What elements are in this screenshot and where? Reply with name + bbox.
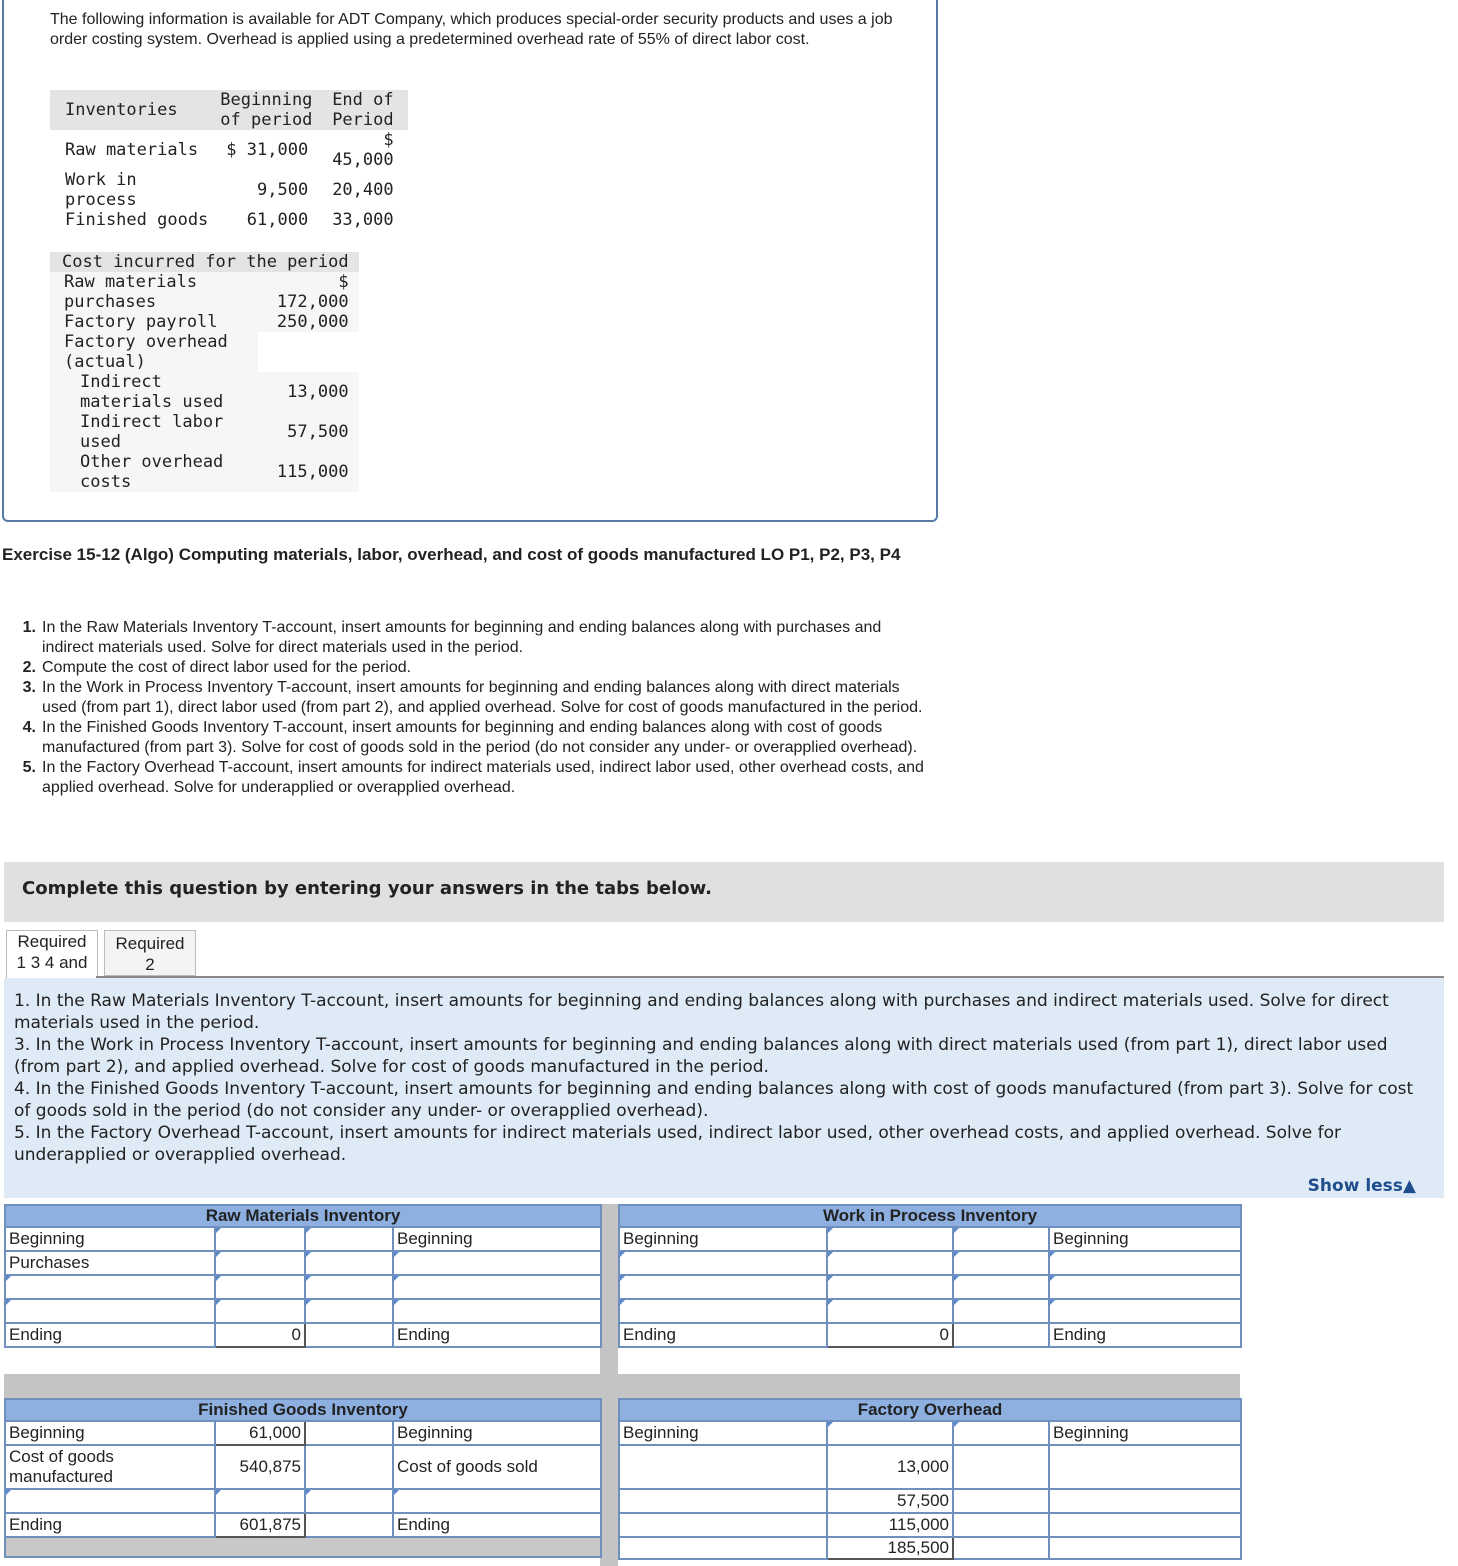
foh-ind-mat-value: 13,000 [827, 1445, 953, 1489]
wip-debit-input[interactable] [827, 1275, 953, 1299]
table-row [5, 1513, 601, 1537]
foh-right-cell [1049, 1445, 1241, 1489]
foh-credit-cell [953, 1537, 1049, 1559]
cost-header: Cost incurred for the period [50, 252, 359, 272]
list-item [0, 718, 930, 758]
foh-label-cell [619, 1489, 827, 1513]
end-header: End of Period [322, 90, 407, 130]
table-row [5, 1205, 601, 1227]
fg-right-cogs: Cost of goods sold [393, 1445, 601, 1489]
foh-credit-cell [953, 1445, 1049, 1489]
tab-label: 1 3 4 and [16, 953, 88, 972]
raw-materials-t-account [4, 1204, 602, 1348]
wip-label-input[interactable] [619, 1275, 827, 1299]
req-item-4: 4. In the Finished Goods Inventory T-account, insert amounts for beginning and ending balances along with cost of goods manufactured (from part 3). Solve for cost of goods sold in the period (do not consider any under- or overapplied overhead). [14, 1079, 1414, 1121]
wip-right-label-input[interactable] [1049, 1251, 1241, 1275]
wip-debit-input[interactable] [827, 1251, 953, 1275]
item-number: 4. [22, 719, 36, 736]
table-row [5, 1227, 601, 1251]
inventories-header: Inventories [50, 90, 216, 130]
req-item-3: 3. In the Work in Process Inventory T-account, insert amounts for beginning and ending balances along with direct materials used (from part 1), direct labor used (from part 2), and applied overhead. Solve for cost of goods manufactured in the period. [14, 1035, 1388, 1077]
table-row [50, 452, 359, 492]
req-item-1: 1. In the Raw Materials Inventory T-account, insert amounts for beginning and ending balances along with purchases and indirect materials used. Solve for direct materials used in the period. [14, 991, 1389, 1033]
fg-credit-input[interactable] [305, 1489, 393, 1513]
dollar-sign: $ [338, 272, 349, 292]
foh-credit-cell [953, 1489, 1049, 1513]
overhead-label: Factory overhead (actual) [50, 332, 258, 372]
item-text: In the Raw Materials Inventory T-account, insert amounts for beginning and ending balances along with purchases and indirect materials used. Solve for direct materials used in the period. [42, 619, 882, 656]
raw-purchases-value [258, 272, 359, 312]
list-item [0, 618, 930, 658]
tab-required-2[interactable] [104, 930, 196, 976]
item-number: 5. [22, 759, 36, 776]
banner-text: Complete this question by entering your answers in the tabs below. [22, 878, 712, 899]
intro-box [2, 0, 938, 522]
ind-mat-label: Indirect materials used [50, 372, 258, 412]
table-row [5, 1299, 601, 1323]
wip-right-label-input[interactable] [1049, 1275, 1241, 1299]
fg-debit-input[interactable] [215, 1489, 305, 1513]
wip-t-account [618, 1204, 1242, 1348]
raw-debit-input[interactable] [215, 1275, 305, 1299]
item-text: In the Work in Process Inventory T-account, insert amounts for beginning and ending balances along with direct materials used (from part 1), direct labor used (from part 2), and applied overhead. Solve for cost of goods manufactured in the period. [42, 679, 923, 716]
table-row [619, 1489, 1241, 1513]
item-text: In the Factory Overhead T-account, insert amounts for indirect materials used, indirect labor used, other overhead costs, and applied overhead. Solve for underapplied or overapplied overhead. [42, 759, 924, 796]
raw-purchases-label: Purchases [5, 1251, 215, 1275]
foh-right-cell [1049, 1537, 1241, 1559]
wip-credit-input[interactable] [953, 1227, 1049, 1251]
raw-debit-input[interactable] [215, 1299, 305, 1323]
item-text: Compute the cost of direct labor used for the period. [42, 659, 412, 676]
table-row [5, 1251, 601, 1275]
foh-title: Factory Overhead [619, 1399, 1241, 1421]
raw-credit-input[interactable] [305, 1251, 393, 1275]
list-item [0, 658, 930, 678]
finished-goods-t-account [4, 1398, 602, 1558]
raw-right-label-input[interactable] [393, 1251, 601, 1275]
raw-ending-credit [305, 1323, 393, 1347]
fg-label-input[interactable] [5, 1489, 215, 1513]
wip-title: Work in Process Inventory [619, 1205, 1241, 1227]
row-end: 33,000 [332, 210, 394, 230]
table-row [619, 1205, 1241, 1227]
dollar-sign: $ [383, 130, 394, 150]
fg-beginning-label: Beginning [5, 1421, 215, 1445]
table-row [619, 1399, 1241, 1421]
table-row [619, 1445, 1241, 1489]
list-item [0, 678, 930, 718]
table-row [619, 1537, 1241, 1559]
foh-right-cell [1049, 1513, 1241, 1537]
fg-beginning-credit [305, 1421, 393, 1445]
foh-ind-lab-value: 57,500 [827, 1489, 953, 1513]
raw-beginning-label: Beginning [5, 1227, 215, 1251]
wip-ending-value: 0 [827, 1323, 953, 1347]
table-row [50, 372, 359, 412]
row-end: 20,400 [332, 180, 394, 200]
list-item [0, 758, 930, 798]
raw-right-label-input[interactable] [393, 1299, 601, 1323]
table-row [619, 1421, 1241, 1445]
item-number: 1. [22, 619, 36, 636]
foh-credit-cell [953, 1513, 1049, 1537]
tab-label: 2 [145, 955, 155, 974]
wip-right-ending: Ending [1049, 1323, 1241, 1347]
wip-credit-input[interactable] [953, 1275, 1049, 1299]
item-number: 2. [22, 659, 36, 676]
table-row [5, 1275, 601, 1299]
table-row [50, 170, 408, 210]
raw-right-ending: Ending [393, 1323, 601, 1347]
raw-purchases-input[interactable] [215, 1251, 305, 1275]
beginning-header: Beginning of period [216, 90, 322, 130]
raw-purchases-label: Raw materials purchases [50, 272, 258, 312]
ind-mat-value: 13,000 [258, 372, 359, 412]
table-row [50, 272, 359, 312]
row-label: Raw materials [65, 140, 199, 160]
item-text: In the Finished Goods Inventory T-account, insert amounts for beginning and ending balances along with cost of goods manufactured (from part 3). Solve for cost of goods sold in the period (do not consider any under- or overapplied overhead). [42, 719, 918, 756]
foh-beginning-label: Beginning [619, 1421, 827, 1445]
table-row [50, 312, 359, 332]
gray-separator [4, 1374, 1240, 1398]
wip-right-label-input[interactable] [1049, 1299, 1241, 1323]
foh-credit-input[interactable] [953, 1421, 1049, 1445]
foh-right-beginning: Beginning [1049, 1421, 1241, 1445]
table-row [619, 1227, 1241, 1251]
row-begin: 9,500 [257, 180, 309, 200]
wip-ending-label: Ending [619, 1323, 827, 1347]
fg-right-ending: Ending [393, 1513, 601, 1537]
ind-lab-value: 57,500 [258, 412, 359, 452]
foh-label-cell [619, 1445, 827, 1489]
exercise-list [0, 618, 930, 798]
wip-credit-input[interactable] [953, 1299, 1049, 1323]
raw-label-input[interactable] [5, 1275, 215, 1299]
raw-ending-label: Ending [5, 1323, 215, 1347]
table-row [5, 1421, 601, 1445]
inventories-table [50, 90, 408, 230]
tab-label: Required [115, 934, 185, 953]
intro-text: The following information is available for ADT Company, which produces special-order security products and uses a job order costing system. Overhead is applied using a predetermined overhead rate of 55% of direct labor cost. [50, 11, 893, 48]
table-row [50, 252, 359, 272]
payroll-label: Factory payroll [50, 312, 258, 332]
wip-label-input[interactable] [619, 1299, 827, 1323]
wip-beginning-label: Beginning [619, 1227, 827, 1251]
table-row [50, 412, 359, 452]
wip-beginning-input[interactable] [827, 1227, 953, 1251]
factory-overhead-t-account [618, 1398, 1242, 1560]
requirements-panel [4, 978, 1444, 1198]
foh-label-cell [619, 1537, 827, 1559]
table-row [5, 1489, 601, 1513]
show-less-link[interactable]: Show less▲ [1307, 1176, 1416, 1196]
raw-beginning-input[interactable] [215, 1227, 305, 1251]
req-item-5: 5. In the Factory Overhead T-account, insert amounts for indirect materials used, indirect labor used, other overhead costs, and applied overhead. Solve for underapplied or overapplied overhead. [14, 1123, 1342, 1165]
row-begin: 61,000 [246, 210, 309, 230]
fg-ending-label: Ending [5, 1513, 215, 1537]
foh-right-cell [1049, 1489, 1241, 1513]
table-row [5, 1323, 601, 1347]
item-number: 3. [22, 679, 36, 696]
raw-credit-input[interactable] [305, 1227, 393, 1251]
raw-purchases-amount: 172,000 [276, 292, 349, 312]
fg-ending-value: 601,875 [215, 1513, 305, 1537]
table-row [50, 332, 359, 372]
wip-right-beginning: Beginning [1049, 1227, 1241, 1251]
wip-ending-credit [953, 1323, 1049, 1347]
foh-beginning-input[interactable] [827, 1421, 953, 1445]
table-row [5, 1445, 601, 1489]
table-row [5, 1399, 601, 1421]
table-row [619, 1323, 1241, 1347]
wip-label-input[interactable] [619, 1251, 827, 1275]
row-label: Finished goods [65, 210, 209, 230]
complete-banner [4, 862, 1444, 922]
payroll-value: 250,000 [258, 312, 359, 332]
table-row [619, 1299, 1241, 1323]
fg-ending-credit [305, 1513, 393, 1537]
raw-label-input[interactable] [5, 1299, 215, 1323]
overhead-empty [258, 332, 359, 372]
other-value: 115,000 [258, 452, 359, 492]
table-row [619, 1513, 1241, 1537]
cost-table [50, 252, 359, 492]
fg-cogm-label: Cost of goods manufactured [5, 1445, 215, 1489]
fg-gray-row [5, 1537, 601, 1557]
raw-credit-input[interactable] [305, 1299, 393, 1323]
row-label: Work in process [65, 170, 137, 210]
table-row [5, 1537, 601, 1557]
other-label: Other overhead costs [50, 452, 258, 492]
raw-right-label-input[interactable] [393, 1275, 601, 1299]
raw-ending-value: 0 [215, 1323, 305, 1347]
raw-right-beginning: Beginning [393, 1227, 601, 1251]
table-row [619, 1251, 1241, 1275]
row-begin: $ 31,000 [226, 140, 309, 160]
exercise-title: Exercise 15-12 (Algo) Computing materials, labor, overhead, and cost of goods manufactured LO P1, P2, P3, P4 [2, 545, 901, 564]
fg-right-beginning: Beginning [393, 1421, 601, 1445]
tab-required-1-3-4[interactable] [6, 930, 98, 978]
tab-label: Required [17, 932, 87, 951]
raw-title: Raw Materials Inventory [5, 1205, 601, 1227]
foh-total-value: 185,500 [827, 1537, 953, 1559]
ind-lab-label: Indirect labor used [50, 412, 258, 452]
table-row [50, 130, 408, 170]
table-row [50, 90, 408, 130]
table-row [619, 1275, 1241, 1299]
wip-credit-input[interactable] [953, 1251, 1049, 1275]
foh-label-cell [619, 1513, 827, 1537]
vertical-divider [600, 1204, 618, 1566]
row-end [322, 130, 407, 170]
fg-right-label-input[interactable] [393, 1489, 601, 1513]
foh-other-value: 115,000 [827, 1513, 953, 1537]
fg-beginning-value: 61,000 [215, 1421, 305, 1445]
table-row [50, 210, 408, 230]
row-end-value: 45,000 [332, 150, 394, 170]
wip-debit-input[interactable] [827, 1299, 953, 1323]
fg-title: Finished Goods Inventory [5, 1399, 601, 1421]
fg-cogm-value: 540,875 [215, 1445, 305, 1489]
raw-credit-input[interactable] [305, 1275, 393, 1299]
fg-cogm-credit [305, 1445, 393, 1489]
